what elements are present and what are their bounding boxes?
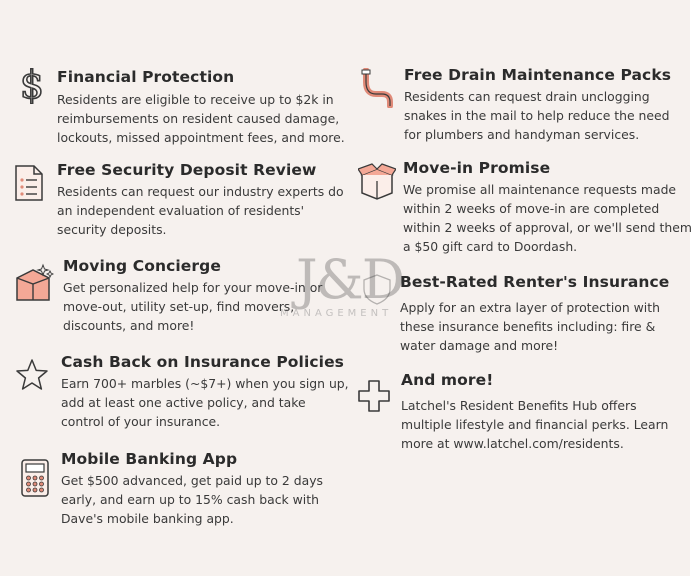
benefit-title: Cash Back on Insurance Policies (61, 353, 345, 371)
benefit-line: for plumbers and handyman services. (404, 127, 640, 142)
benefit-line: a $50 gift card to Doordash. (403, 239, 578, 254)
moving-box-icon (13, 262, 55, 304)
benefit-line: Latchel's Resident Benefits Hub offers (401, 398, 637, 413)
benefit-line: an independent evaluation of residents' (57, 203, 305, 218)
open-box-icon (358, 161, 396, 201)
benefit-line: Dave's mobile banking app. (61, 511, 234, 526)
benefit-line: Residents can request our industry experts do (57, 184, 344, 199)
benefit-line: within 2 weeks of approval, or we'll send them (403, 220, 692, 235)
benefit-line: multiple lifestyle and financial perks. Learn (401, 417, 669, 432)
document-checklist-icon (12, 164, 46, 202)
benefit-line: We promise all maintenance requests made (403, 182, 677, 197)
benefit-title: Moving Concierge (63, 257, 221, 275)
benefit-line: security deposits. (57, 222, 167, 237)
benefit-line: add at least one active policy, and take (61, 395, 306, 410)
benefit-title: Financial Protection (57, 68, 235, 86)
drain-pipe-icon (360, 68, 396, 108)
benefit-line: more at www.latchel.com/residents. (401, 436, 624, 451)
benefit-line: Get $500 advanced, get paid up to 2 days (61, 473, 324, 488)
page-edge-strip (690, 0, 696, 576)
benefit-line: lockouts, missed appointment fees, and more. (57, 130, 345, 145)
benefit-title: Free Security Deposit Review (57, 161, 317, 179)
benefit-line: these insurance benefits including: fire & (400, 319, 656, 334)
benefit-line: reimbursements on resident caused damage, (57, 111, 340, 126)
benefit-line: snakes in the mail to help reduce the need (404, 108, 670, 123)
benefit-title: Free Drain Maintenance Packs (404, 66, 672, 84)
svg-text:$: $ (19, 66, 45, 104)
benefit-line: Apply for an extra layer of protection with (400, 300, 660, 315)
watermark-subtitle: MANAGEMENT (280, 308, 393, 319)
benefit-line: control of your insurance. (61, 414, 221, 429)
calculator-icon (20, 458, 50, 498)
benefit-line: move-out, utility set-up, find movers, (63, 299, 295, 314)
benefit-line: Earn 700+ marbles (~$7+) when you sign up, (61, 376, 349, 391)
benefit-line: within 2 weeks of move-in are completed (403, 201, 660, 216)
plus-icon (356, 378, 392, 414)
benefit-title: Move-in Promise (403, 159, 551, 177)
benefit-title: Mobile Banking App (61, 450, 238, 468)
benefit-line: Get personalized help for your move-in or (63, 280, 323, 295)
benefit-title: And more! (401, 371, 494, 389)
benefit-title: Best-Rated Renter's Insurance (400, 273, 670, 291)
benefit-line: discounts, and more! (63, 318, 195, 333)
star-icon (15, 358, 49, 392)
dollar-icon (16, 66, 48, 104)
benefit-line: Residents are eligible to receive up to $2k in (57, 92, 334, 107)
watermark-text: J&D (296, 248, 404, 311)
benefit-line: early, and earn up to 15% cash back with (61, 492, 319, 507)
benefit-line: Residents can request drain unclogging (404, 89, 650, 104)
insurance-icon (360, 272, 394, 306)
benefit-line: water damage and more! (400, 338, 559, 353)
